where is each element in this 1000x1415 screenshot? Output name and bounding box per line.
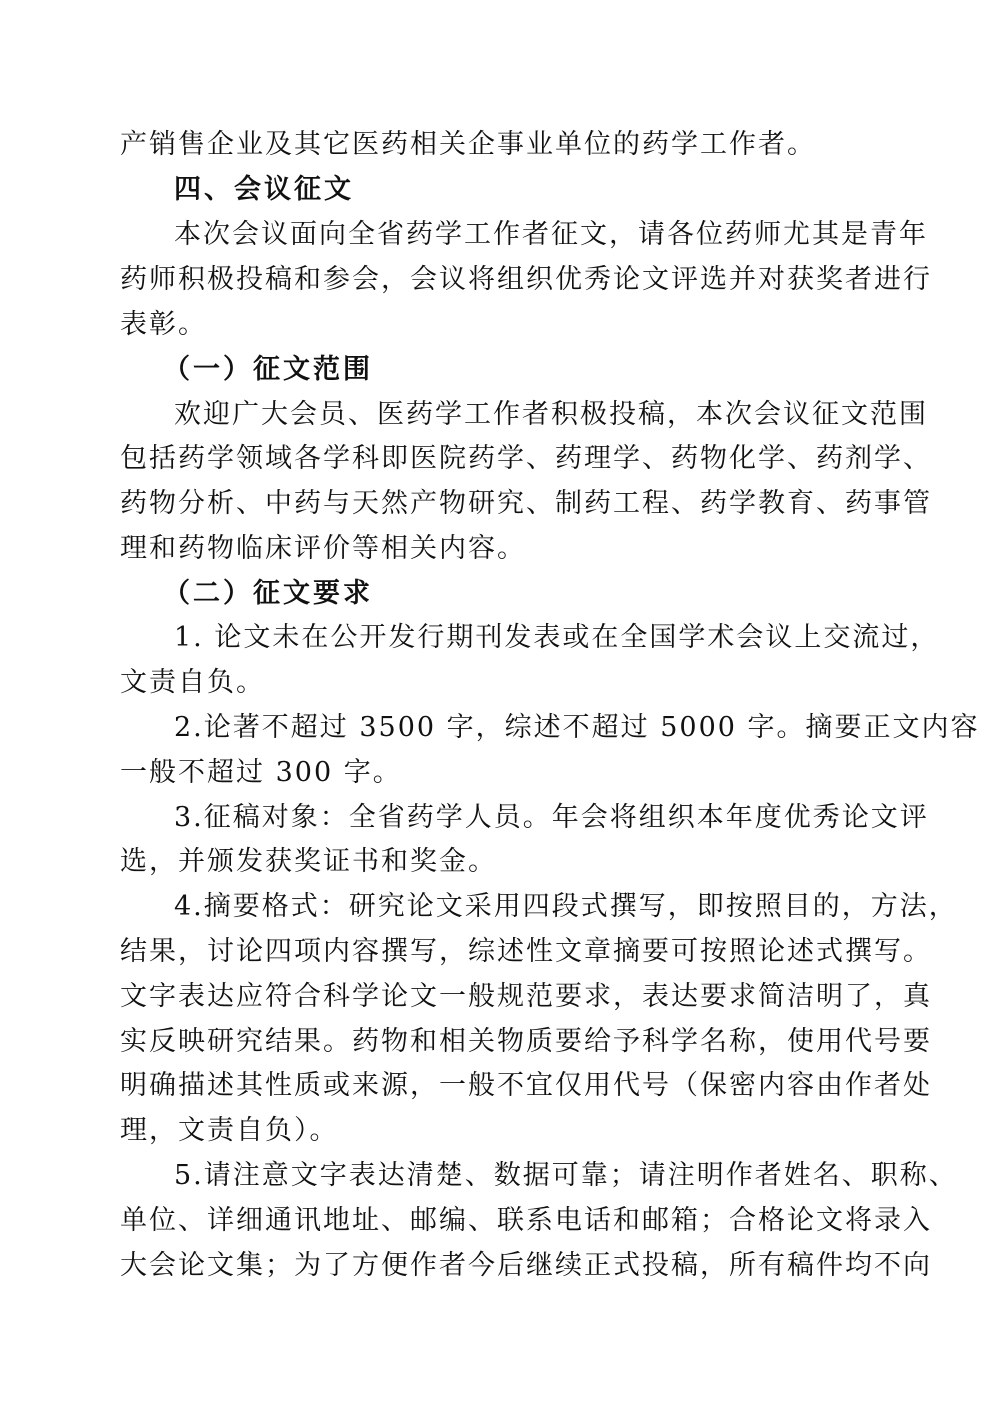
paragraph-line: 本次会议面向全省药学工作者征文，请各位药师尤其是青年 (174, 219, 928, 250)
paragraph-line: 理和药物临床评价等相关内容。 (120, 533, 526, 564)
paragraph-line: 理，文责自负）。 (120, 1115, 339, 1146)
section-heading: 四、会议征文 (174, 174, 354, 205)
paragraph-line: 实反映研究结果。药物和相关物质要给予科学名称，使用代号要 (120, 1026, 932, 1057)
paragraph-line: 文字表达应符合科学论文一般规范要求，表达要求简洁明了，真 (120, 981, 932, 1012)
paragraph-line: 药物分析、中药与天然产物研究、制药工程、药学教育、药事管 (120, 488, 932, 519)
paragraph-line: 表彰。 (120, 309, 207, 340)
paragraph-line: 包括药学领域各学科即医院药学、药理学、药物化学、药剂学、 (120, 443, 932, 474)
paragraph-line: 2.论著不超过 3500 字，综述不超过 5000 字。摘要正文内容 (174, 712, 980, 743)
paragraph-line: 大会论文集；为了方便作者今后继续正式投稿，所有稿件均不向 (120, 1250, 932, 1281)
paragraph-line: 文责自负。 (120, 667, 265, 698)
paragraph-line: 产销售企业及其它医药相关企事业单位的药学工作者。 (120, 129, 816, 160)
paragraph-line: 4.摘要格式：研究论文采用四段式撰写，即按照目的，方法， (174, 891, 958, 922)
paragraph-line: 3.征稿对象：全省药学人员。年会将组织本年度优秀论文评 (174, 802, 929, 833)
paragraph-line: 5.请注意文字表达清楚、数据可靠；请注明作者姓名、职称、 (174, 1160, 958, 1191)
paragraph-line: 明确描述其性质或来源，一般不宜仅用代号（保密内容由作者处 (120, 1070, 932, 1101)
paragraph-line: 单位、详细通讯地址、邮编、联系电话和邮箱；合格论文将录入 (120, 1205, 932, 1236)
paragraph-line: 选，并颁发获奖证书和奖金。 (120, 846, 497, 877)
subsection-heading: （一）征文范围 (163, 354, 373, 385)
paragraph-line: 一般不超过 300 字。 (120, 757, 402, 788)
paragraph-line: 1. 论文未在公开发行期刊发表或在全国学术会议上交流过， (174, 622, 940, 653)
paragraph-line: 结果，讨论四项内容撰写，综述性文章摘要可按照论述式撰写。 (120, 936, 932, 967)
paragraph-line: 欢迎广大会员、医药学工作者积极投稿，本次会议征文范围 (174, 399, 928, 430)
paragraph-line: 药师积极投稿和参会，会议将组织优秀论文评选并对获奖者进行 (120, 264, 932, 295)
subsection-heading: （二）征文要求 (163, 578, 373, 609)
